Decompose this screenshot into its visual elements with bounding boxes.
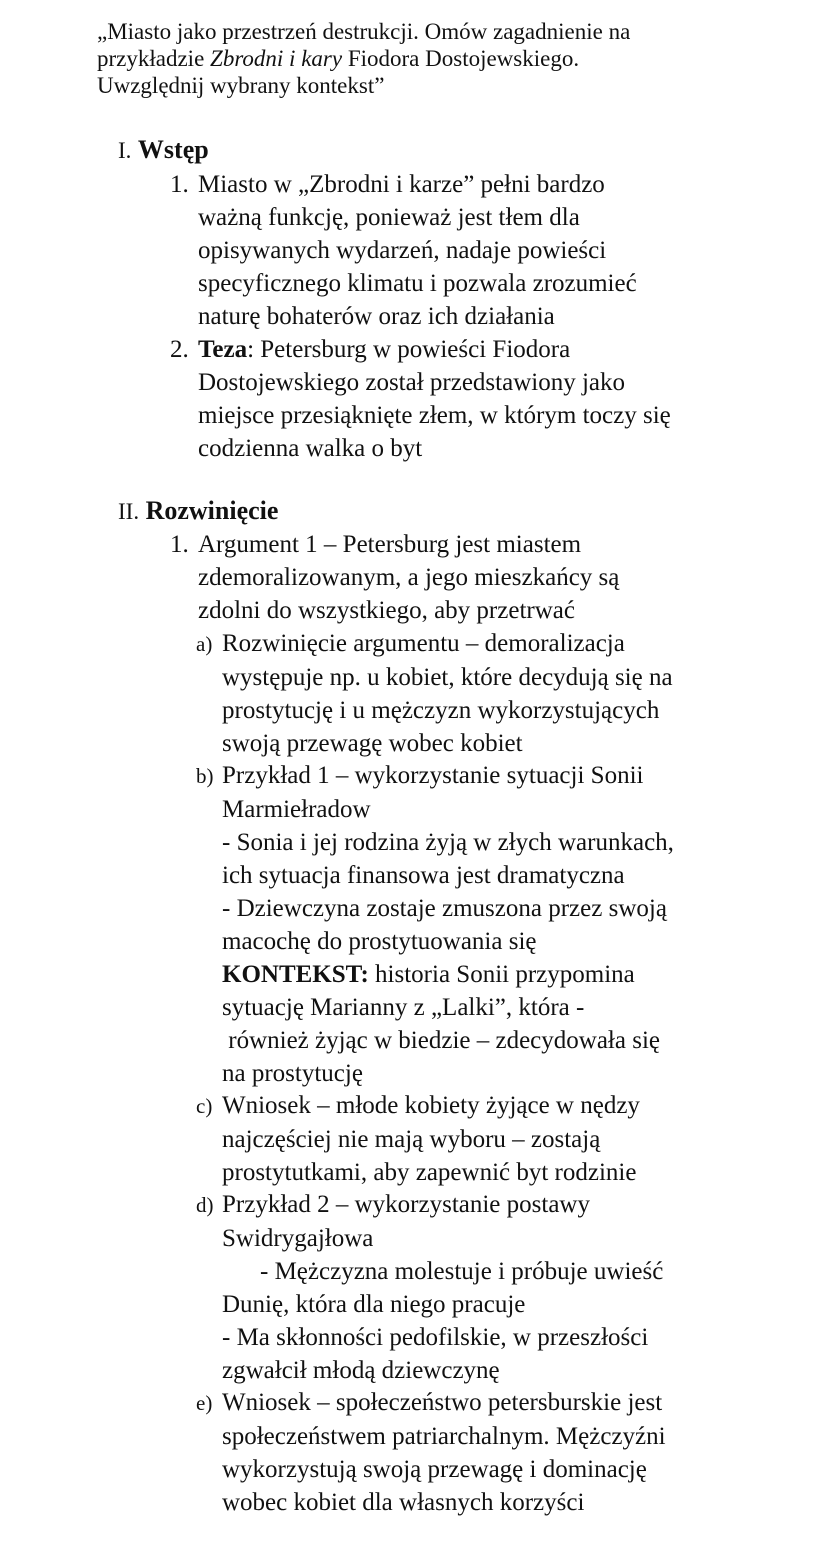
topic-text: Fiodora Dostojewskiego.	[342, 46, 580, 71]
list-marker: a)	[196, 632, 213, 656]
text-line: zdolni do wszystkiego, aby przetrwać	[198, 597, 575, 624]
point-a	[196, 627, 673, 760]
list-marker: c)	[196, 1094, 213, 1118]
text-line: Miasto w „Zbrodni i karze” pełni bardzo	[198, 171, 605, 198]
topic-line-1: „Miasto jako przestrzeń destrukcji. Omów zagadnienie na	[97, 19, 631, 44]
text-line: Wniosek – społeczeństwo petersburskie jest	[222, 1389, 663, 1416]
text-line: na prostytucję	[222, 1060, 363, 1087]
text-line: naturę bohaterów oraz ich działania	[198, 303, 555, 330]
thesis-label: Teza	[198, 336, 248, 363]
point-e	[196, 1386, 666, 1519]
section-numeral: II.	[118, 499, 140, 524]
point-d	[196, 1188, 663, 1387]
section-heading-intro	[118, 134, 209, 167]
essay-topic	[97, 18, 797, 99]
text-line: występuje np. u kobiet, które decydują się na	[222, 664, 673, 691]
text-line: Wniosek – młode kobiety żyjące w nędzy	[222, 1092, 640, 1119]
text-line: opisywanych wydarzeń, nadaje powieści	[198, 237, 607, 264]
text-line: ważną funkcję, ponieważ jest tłem dla	[198, 204, 580, 231]
intro-item-2	[170, 333, 671, 465]
text-line: Przykład 1 – wykorzystanie sytuacji Sonii	[222, 762, 644, 789]
intro-item-1	[170, 168, 637, 333]
text-line: Przykład 2 – wykorzystanie postawy	[222, 1191, 590, 1218]
text-line: również żyjąc w biedzie – zdecydowała się	[222, 1027, 660, 1054]
text-line: macochę do prostytuowania się	[222, 928, 537, 955]
topic-text: przykładzie	[97, 46, 211, 71]
text-line: sytuację Marianny z „Lalki”, która -	[222, 994, 585, 1021]
text-line: miejsce przesiąknięte złem, w którym toczy się	[198, 402, 671, 429]
list-marker: d)	[196, 1193, 214, 1217]
book-title: Zbrodni i kary	[210, 46, 343, 71]
text-line: - Dziewczyna zostaje zmuszona przez swoją	[222, 895, 667, 922]
list-marker: 1.	[170, 531, 189, 558]
text-line: - Ma skłonności pedofilskie, w przeszłości	[222, 1324, 649, 1351]
text-line: ich sytuacja finansowa jest dramatyczna	[222, 862, 625, 889]
text-line: historia Sonii przypomina	[368, 961, 635, 988]
text-line: Dunię, która dla niego pracuje	[222, 1291, 526, 1318]
text-line: - Sonia i jej rodzina żyją w złych warunkach,	[222, 829, 674, 856]
text-line: Rozwinięcie argumentu – demoralizacja	[222, 630, 625, 657]
text-line: społeczeństwem patriarchalnym. Mężczyźni	[222, 1423, 666, 1450]
text-line: wykorzystują swoją przewagę i dominację	[222, 1456, 647, 1483]
text-line: specyficznego klimatu i pozwala zrozumieć	[198, 270, 637, 297]
section-title: Wstęp	[137, 135, 209, 164]
text-line: najczęściej nie mają wyboru – zostają	[222, 1126, 601, 1153]
text-line: Argument 1 – Petersburg jest miastem	[198, 531, 582, 558]
list-marker: b)	[196, 764, 214, 788]
text-line: : Petersburg w powieści Fiodora	[247, 336, 571, 363]
text-line: Dostojewskiego został przedstawiony jako	[198, 369, 625, 396]
list-marker: 2.	[170, 336, 189, 363]
text-line: prostytucję i u mężczyzn wykorzystujących	[222, 697, 660, 724]
text-line: swoją przewagę wobec kobiet	[222, 730, 523, 757]
text-line: prostytutkami, aby zapewnić byt rodzinie	[222, 1159, 637, 1186]
text-line: zgwałcił młodą dziewczynę	[222, 1357, 500, 1384]
text-line: codzienna walka o byt	[198, 435, 423, 462]
text-line: zdemoralizowanym, a jego mieszkańcy są	[198, 564, 620, 591]
context-label: KONTEKST:	[222, 961, 369, 988]
list-marker: 1.	[170, 171, 189, 198]
point-c	[196, 1089, 640, 1189]
point-b	[196, 759, 674, 1090]
topic-line-3: Uwzględnij wybrany kontekst”	[97, 73, 385, 98]
section-title: Rozwinięcie	[145, 496, 279, 525]
list-marker: e)	[196, 1391, 213, 1415]
argument-1	[170, 528, 619, 627]
topic-line-2	[97, 45, 797, 72]
section-numeral: I.	[118, 138, 132, 163]
text-line: Swidrygajłowa	[222, 1225, 374, 1252]
text-line: - Mężczyzna molestuje i próbuje uwieść	[260, 1258, 664, 1285]
section-heading-body	[118, 495, 278, 528]
text-line: Marmiełradow	[222, 796, 371, 823]
text-line: wobec kobiet dla własnych korzyści	[222, 1489, 585, 1516]
